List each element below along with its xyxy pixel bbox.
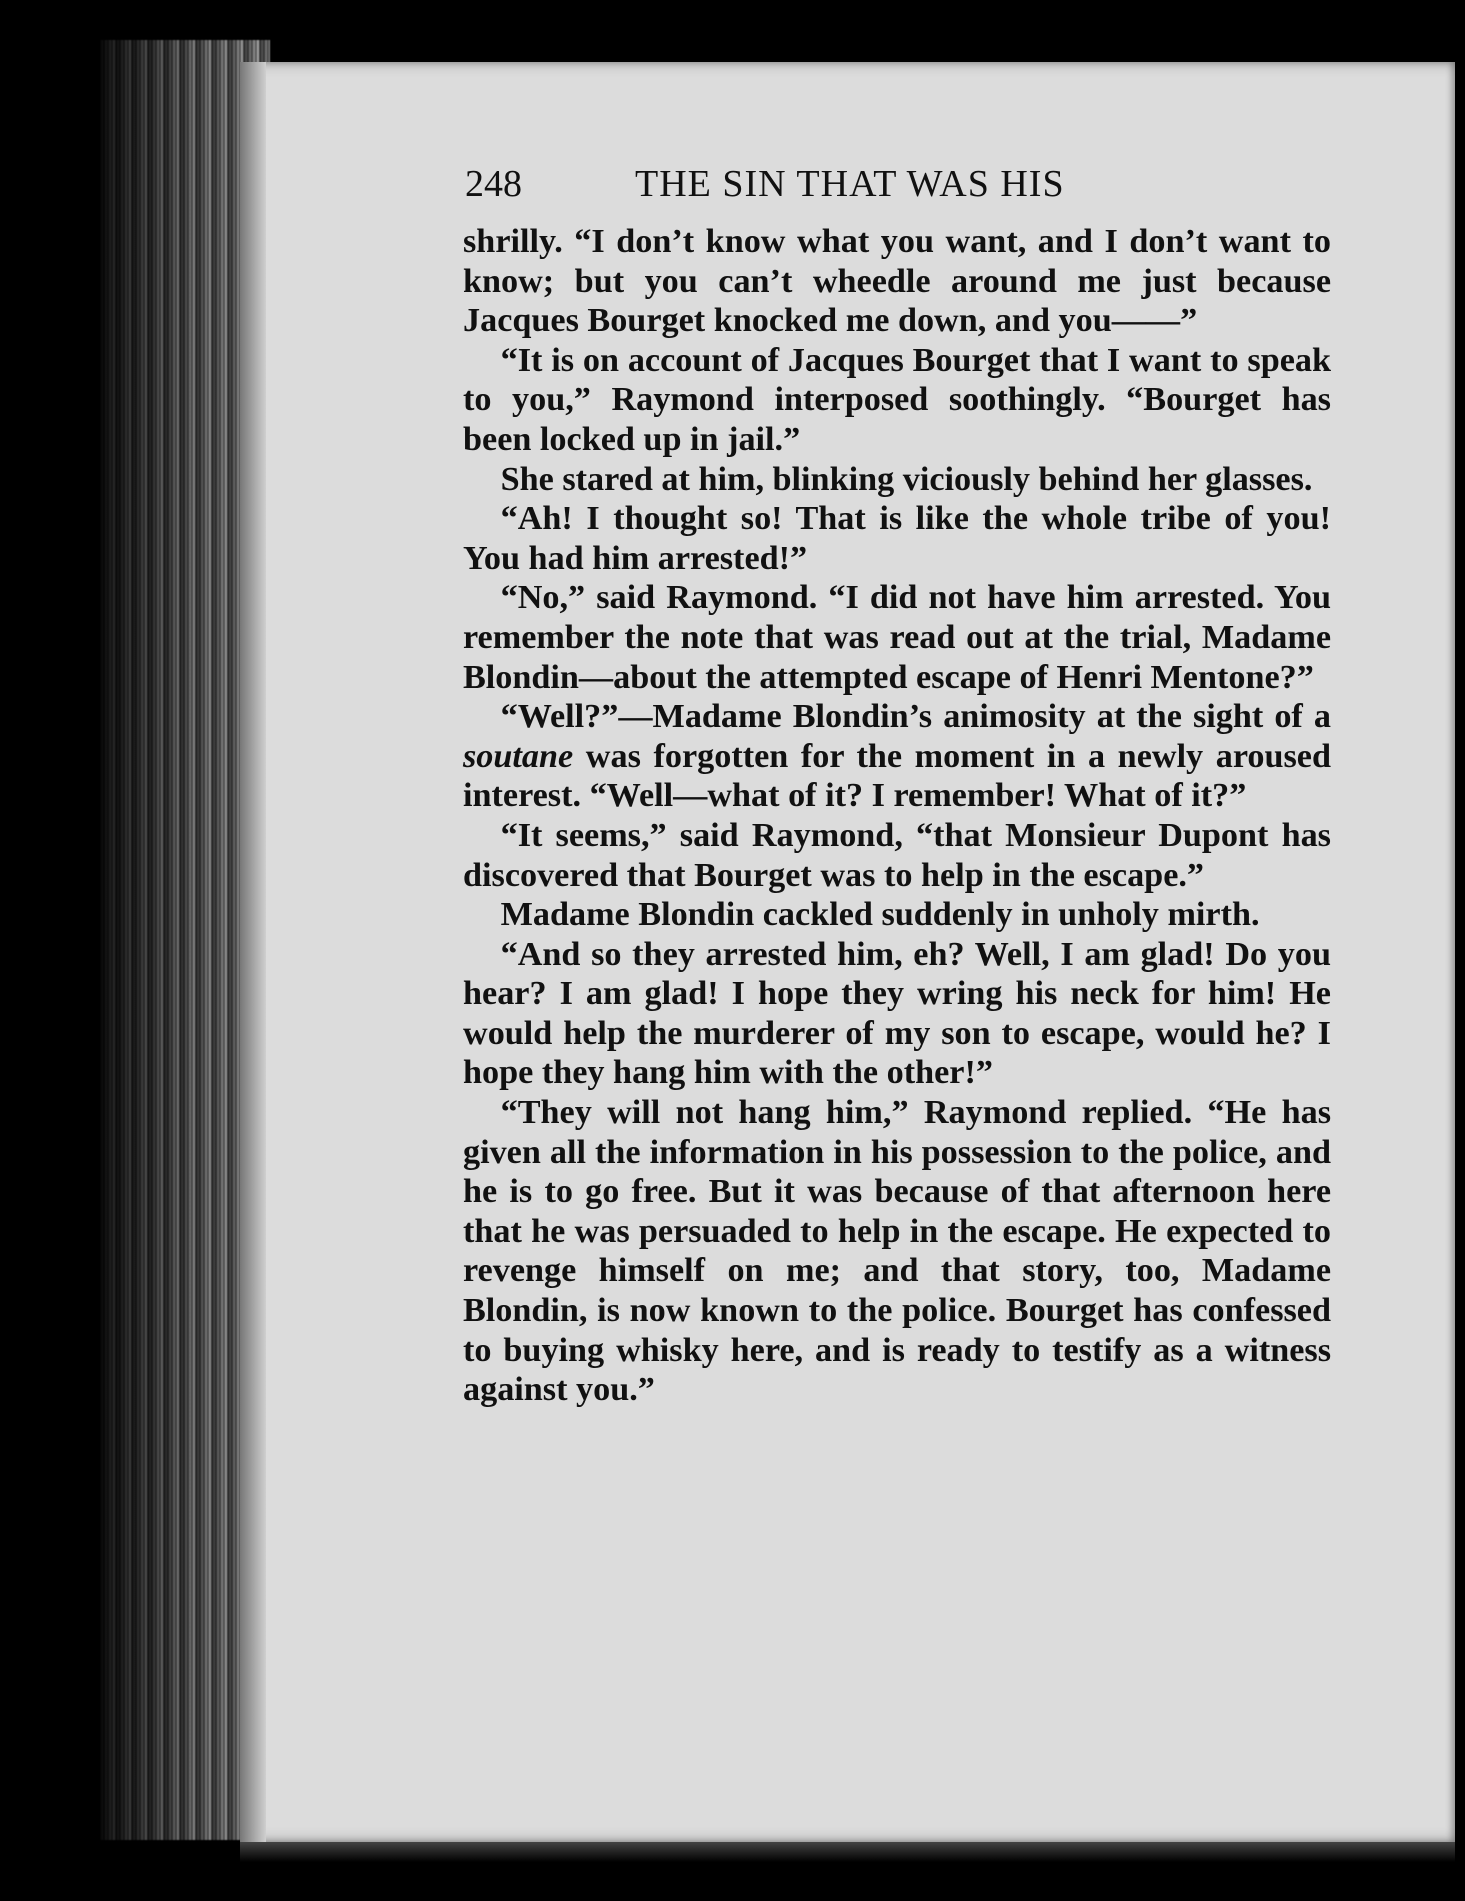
paragraph: shrilly. “I don’t know what you want, and I don’t want to know; but you can’t wheedle around me just because Jacques Bourget knocked me down, and you——” [463,223,1331,340]
paragraph: “It seems,” said Raymond, “that Monsieur Dupont has discovered that Bourget was to help in the escape.” [463,816,1331,894]
paragraph [463,697,1331,816]
paragraph-text: “Well?”—Madame Blondin’s animosity at the sight of a [500,698,1331,736]
paragraph: “No,” said Raymond. “I did not have him arrested. You remember the note that was read out at the trial, Madame Blondin—about the attempted escape of Henri Mentone?” [463,579,1331,696]
paragraph: “They will not hang him,” Raymond replied. “He has given all the information in his possession to the police, and he is to go free. But it was because of that afternoon here that he was persuaded to help in the escape. He expected to revenge himself on me; and that story, too, Madame Blondin, is now known to the police. Bourget has confessed to buying whisky here, and is ready to testify as a witness against you.” [463,1094,1331,1409]
paragraph: “Ah! I thought so! That is like the whole tribe of you! You had him arrested!” [463,500,1331,577]
body-text [463,222,1331,1410]
page-number: 248 [465,163,522,205]
paragraph: She stared at him, blinking viciously behind her glasses. [500,460,1313,498]
paragraph: “It is on account of Jacques Bourget that I want to speak to you,” Raymond interposed soothingly. “Bourget has been locked up in jail.” [463,341,1331,458]
book-page [240,62,1455,1842]
italic-word: soutane [463,737,574,775]
paragraph: “And so they arrested him, eh? Well, I am glad! Do you hear? I am glad! I hope they wring his neck for him! He would help the murderer of my son to escape, would he? I hope they hang him with the other!” [463,935,1331,1092]
page-bottom-shadow [240,1842,1455,1862]
paragraph: Madame Blondin cackled suddenly in unholy mirth. [500,896,1260,934]
paragraph-text: was forgotten for the moment in a newly aroused interest. “Well—what of it? I remember! What of it?” [463,737,1331,815]
running-title: THE SIN THAT WAS HIS [635,163,1065,205]
